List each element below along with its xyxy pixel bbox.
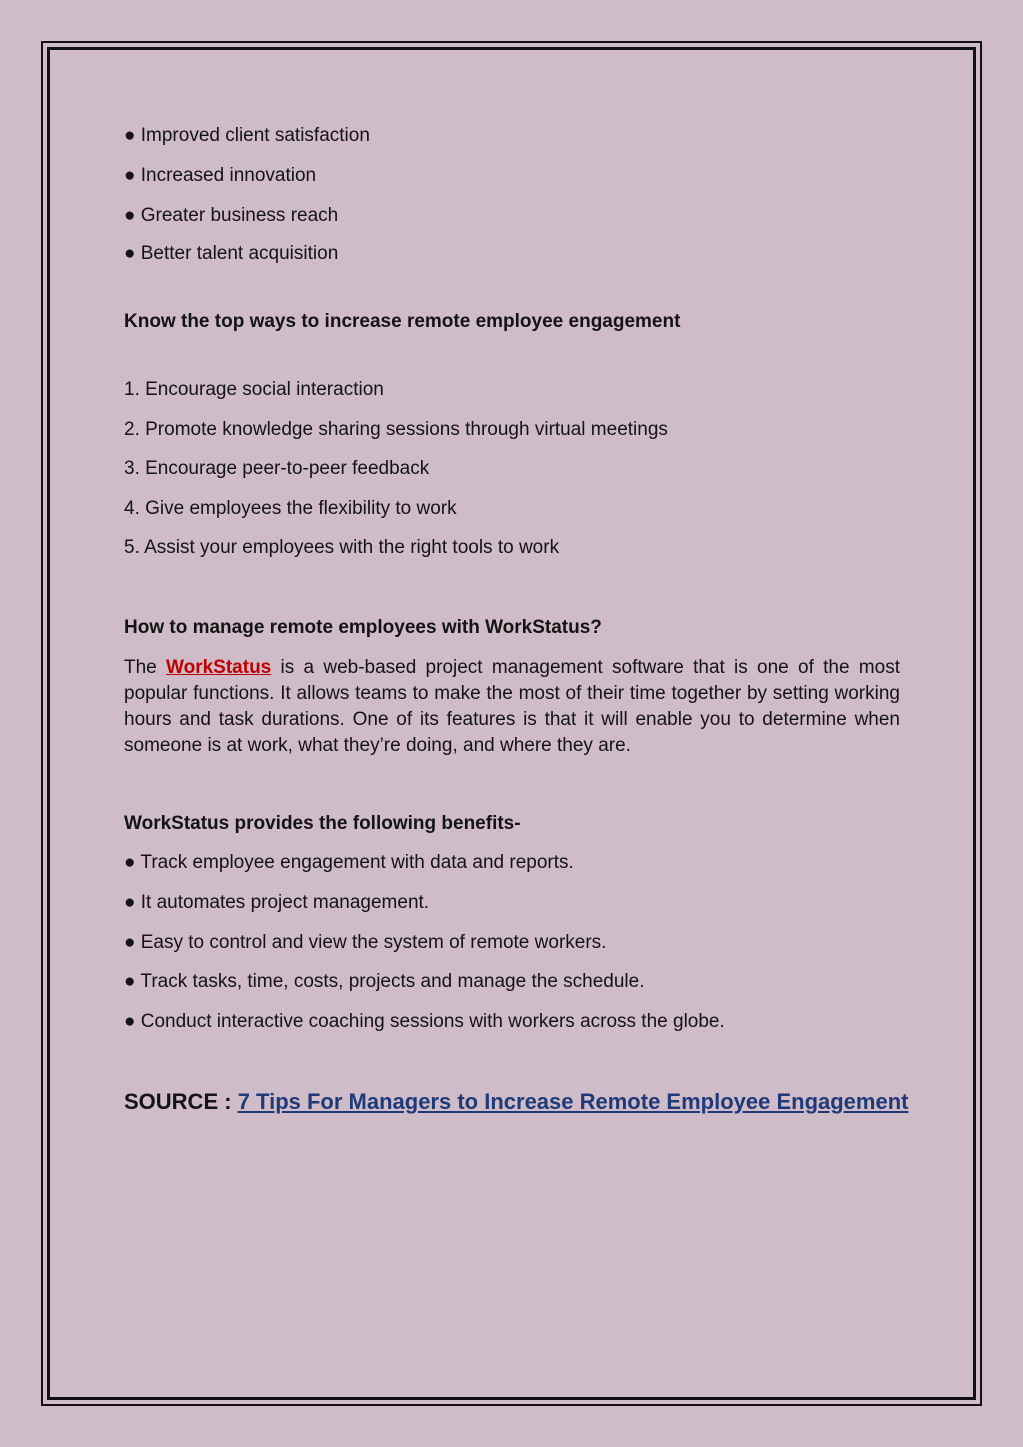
benefit-bullet-automates: ● It automates project management. xyxy=(124,892,430,913)
benefit-bullet-easy-control: ● Easy to control and view the system of remote workers. xyxy=(124,932,607,953)
numbered-item-4: 4. Give employees the flexibility to work xyxy=(124,498,457,519)
source-line xyxy=(124,1088,908,1116)
intro-bullet-talent-acquisition: ● Better talent acquisition xyxy=(124,243,339,264)
benefit-bullet-track-engagement: ● Track employee engagement with data and reports. xyxy=(124,852,574,873)
numbered-item-1: 1. Encourage social interaction xyxy=(124,379,384,400)
section-heading-engagement: Know the top ways to increase remote employee engagement xyxy=(124,311,681,332)
workstatus-description xyxy=(124,655,900,759)
numbered-item-2: 2. Promote knowledge sharing sessions through virtual meetings xyxy=(124,419,668,440)
benefit-bullet-track-tasks: ● Track tasks, time, costs, projects and manage the schedule. xyxy=(124,971,645,992)
numbered-item-3: 3. Encourage peer-to-peer feedback xyxy=(124,458,430,479)
benefit-bullet-coaching: ● Conduct interactive coaching sessions with workers across the globe. xyxy=(124,1011,725,1032)
numbered-item-5: 5. Assist your employees with the right tools to work xyxy=(124,537,560,558)
workstatus-link[interactable]: WorkStatus xyxy=(166,657,272,678)
description-prefix: The xyxy=(124,657,167,678)
section-heading-manage: How to manage remote employees with WorkStatus? xyxy=(124,617,602,638)
section-heading-benefits: WorkStatus provides the following benefits- xyxy=(124,813,521,834)
intro-bullet-client-satisfaction: ● Improved client satisfaction xyxy=(124,125,370,146)
intro-bullet-innovation: ● Increased innovation xyxy=(124,165,317,186)
source-link[interactable]: 7 Tips For Managers to Increase Remote Employee Engagement xyxy=(237,1089,909,1114)
source-label: SOURCE : xyxy=(124,1089,238,1114)
intro-bullet-business-reach: ● Greater business reach xyxy=(124,205,339,226)
description-body: is a web-based project management software that is one of the most popular functions. It allows teams to make the most of their time together by setting working hours and task durations. One of its features is that it will enable you to determine when someone is at work, what they’re doing, and where they are. xyxy=(124,657,900,756)
